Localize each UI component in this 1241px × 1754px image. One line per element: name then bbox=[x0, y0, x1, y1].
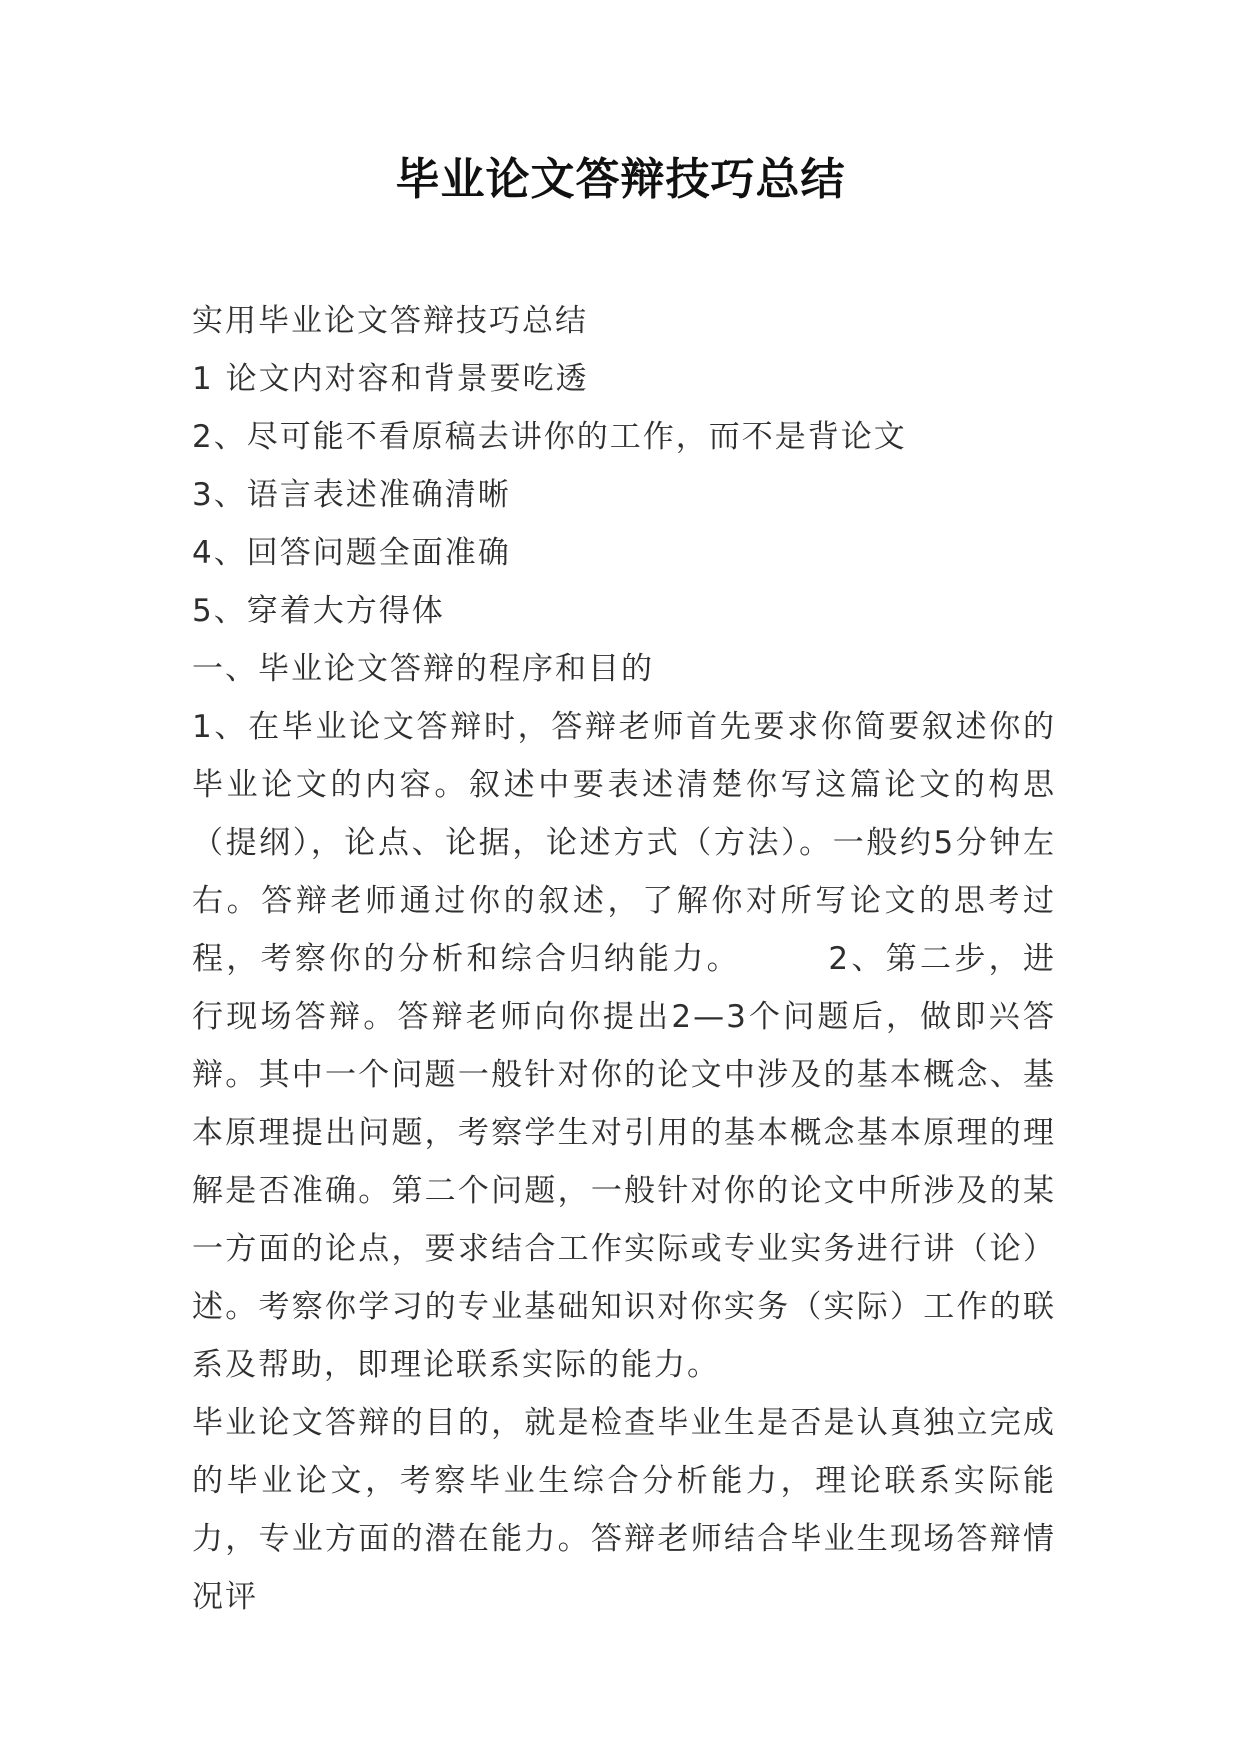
paragraph-purpose: 毕业论文答辩的目的，就是检查毕业生是否是认真独立完成的毕业论文，考察毕业生综合分析能力，理论联系实际能力，专业方面的潜在能力。答辩老师结合毕业生现场答辩情况评 bbox=[192, 1405, 1056, 1615]
list-item-4: 4、回答问题全面准确 bbox=[192, 535, 511, 571]
document-title: 毕业论文答辩技巧总结 bbox=[395, 154, 846, 205]
list-item-5: 5、穿着大方得体 bbox=[192, 593, 445, 629]
document-body bbox=[192, 292, 1056, 1626]
subtitle-line: 实用毕业论文答辩技巧总结 bbox=[192, 303, 588, 339]
paragraph-procedure: 1、在毕业论文答辩时，答辩老师首先要求你简要叙述你的毕业论文的内容。叙述中要表述清楚你写这篇论文的构思（提纲），论点、论据，论述方式（方法）。一般约5分钟左右。答辩老师通过你的叙述，了解你对所写论文的思考过程，考察你的分析和综合归纳能力。 2、第二步，进行现场答辩。答辩老师向你提出2—3个问题后，做即兴答辩。其中一个问题一般针对你的论文中涉及的基本概念、基本原理提出问题，考察学生对引用的基本概念基本原理的理解是否准确。第二个问题，一般针对你的论文中所涉及的某一方面的论点，要求结合工作实际或专业实务进行讲（论）述。考察你学习的专业基础知识对你实务（实际）工作的联系及帮助，即理论联系实际的能力。 bbox=[192, 709, 1056, 1383]
list-item-1: 1 论文内对容和背景要吃透 bbox=[192, 361, 589, 397]
list-item-3: 3、语言表述准确清晰 bbox=[192, 477, 511, 513]
list-item-2: 2、尽可能不看原稿去讲你的工作，而不是背论文 bbox=[192, 419, 907, 455]
section-heading-1: 一、毕业论文答辩的程序和目的 bbox=[192, 651, 654, 687]
